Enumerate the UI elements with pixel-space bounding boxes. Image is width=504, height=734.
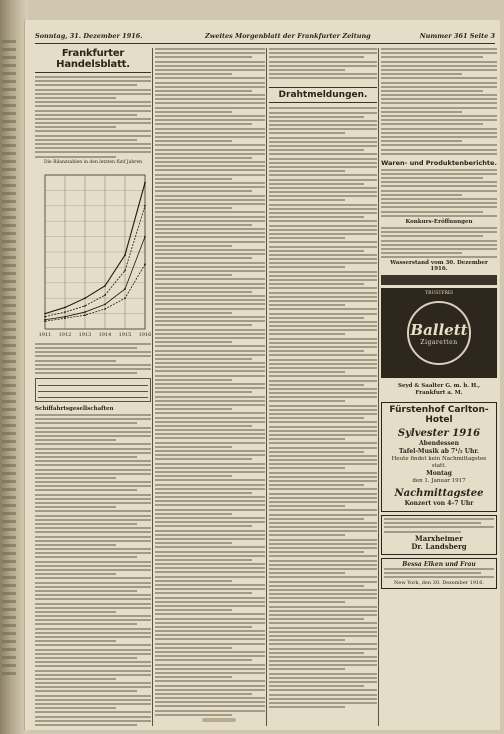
ad-maker: Seyd & Saalter G. m. b. H., Frankfurt a. M.	[397, 383, 481, 397]
ballett-brand: Ballett	[410, 320, 468, 339]
hotel-name: Fürstenhof Carlton-Hotel	[389, 404, 489, 425]
divider-band	[381, 275, 497, 285]
column-rule	[266, 48, 267, 726]
series-line-2	[45, 206, 145, 317]
statistics-table	[35, 378, 151, 402]
music-label: Tafel-Musik ab 7¹/₂ Uhr.	[398, 448, 480, 456]
series-line-1	[45, 182, 145, 313]
carlton-hotel-ad	[381, 402, 497, 512]
article-text	[269, 48, 377, 79]
report-title: Waren- und Produktenberichte.	[381, 158, 497, 167]
data-point	[44, 316, 46, 318]
data-point	[124, 254, 126, 256]
afternoon-tea-heading: Nachmittagstee	[394, 488, 484, 500]
x-tick-label: 1911	[38, 331, 52, 338]
ballett-product: Zigaretten	[420, 338, 458, 346]
data-point	[84, 305, 86, 307]
data-point	[84, 314, 86, 316]
data-point	[64, 306, 66, 308]
data-point	[64, 316, 66, 318]
section-title: Frankfurter Handelsblatt.	[35, 48, 151, 73]
dinner-label: Abendessen	[419, 440, 459, 448]
running-head	[35, 30, 495, 44]
previous-page-edge	[2, 40, 16, 680]
data-point	[124, 297, 126, 299]
data-point	[144, 182, 146, 184]
column-handelsblatt	[35, 48, 151, 726]
x-tick-label: 1912	[58, 331, 72, 338]
data-point	[124, 288, 126, 290]
ballett-cigarette-ad	[381, 288, 497, 378]
notice-name-2: Dr. Landsberg	[411, 542, 467, 552]
article-text	[155, 48, 265, 716]
data-point	[104, 303, 106, 305]
paper-name: Zweites Morgenblatt der Frankfurter Zeitung	[205, 32, 371, 40]
data-point	[64, 311, 66, 313]
x-tick-label: 1916	[138, 331, 151, 338]
konkurs-text	[381, 227, 497, 258]
data-point	[144, 263, 146, 265]
page-fold-mark	[202, 718, 236, 722]
column-articles	[155, 48, 265, 726]
notice-name: Marxheimer	[415, 533, 463, 543]
data-point	[64, 317, 66, 319]
ballett-emblem	[407, 301, 471, 365]
data-point	[104, 294, 106, 296]
tea-notice: Heute findet kein Nachmittagstee statt.	[391, 456, 487, 470]
announcement-names: Bessa Elken und Frau	[402, 560, 476, 568]
sylvester-heading: Sylvester 1916	[397, 428, 481, 440]
data-point	[44, 312, 46, 314]
market-text	[381, 48, 497, 155]
data-point	[104, 285, 106, 287]
article-text	[35, 343, 151, 374]
data-point	[124, 269, 126, 271]
newspaper-page	[24, 20, 500, 730]
section-title: Drahtmeldungen.	[269, 87, 377, 103]
data-point	[84, 297, 86, 299]
data-point	[144, 235, 146, 237]
notice-ad	[381, 515, 497, 555]
monday-label: Montag	[426, 470, 452, 478]
data-point	[104, 308, 106, 310]
article-text	[269, 107, 377, 708]
date-label: den 1. Januar 1917	[412, 478, 466, 485]
announcement-place: New York, den 30. Dezember 1916.	[394, 580, 484, 587]
data-point	[144, 205, 146, 207]
chart-caption: Die Bilanzzahlen in den letzten fünf Jahren	[43, 159, 143, 165]
concert-label: Konzert von 4–7 Uhr	[404, 500, 474, 508]
ad-tagline: TRUSTFREI	[425, 291, 453, 297]
page-number: Nummer 361 Seite 3	[419, 32, 495, 40]
column-rule	[152, 48, 153, 726]
x-tick-label: 1915	[118, 331, 132, 338]
wasserstand-heading: Wasserstand vom 30. Dezember 1916.	[390, 260, 488, 273]
article-text	[35, 414, 151, 726]
subhead: Schiffahrtsgesellschaften	[35, 406, 114, 413]
series-line-3	[45, 236, 145, 319]
x-tick-label: 1913	[78, 331, 92, 338]
article-text	[35, 76, 151, 158]
data-point	[44, 320, 46, 322]
column-markets-ads	[381, 48, 497, 726]
data-point	[84, 311, 86, 313]
issue-date: Sonntag, 31. Dezember 1916.	[35, 32, 143, 40]
series-line-4	[45, 264, 145, 321]
konkurs-heading: Konkurs-Eröffnungen	[405, 218, 473, 225]
x-tick-label: 1914	[98, 331, 112, 338]
balance-chart	[35, 169, 151, 339]
column-rule	[378, 48, 379, 726]
report-text	[381, 169, 497, 217]
announcement-ad	[381, 558, 497, 590]
column-telegrams	[269, 48, 377, 726]
chart-svg	[35, 169, 151, 339]
data-point	[44, 319, 46, 321]
